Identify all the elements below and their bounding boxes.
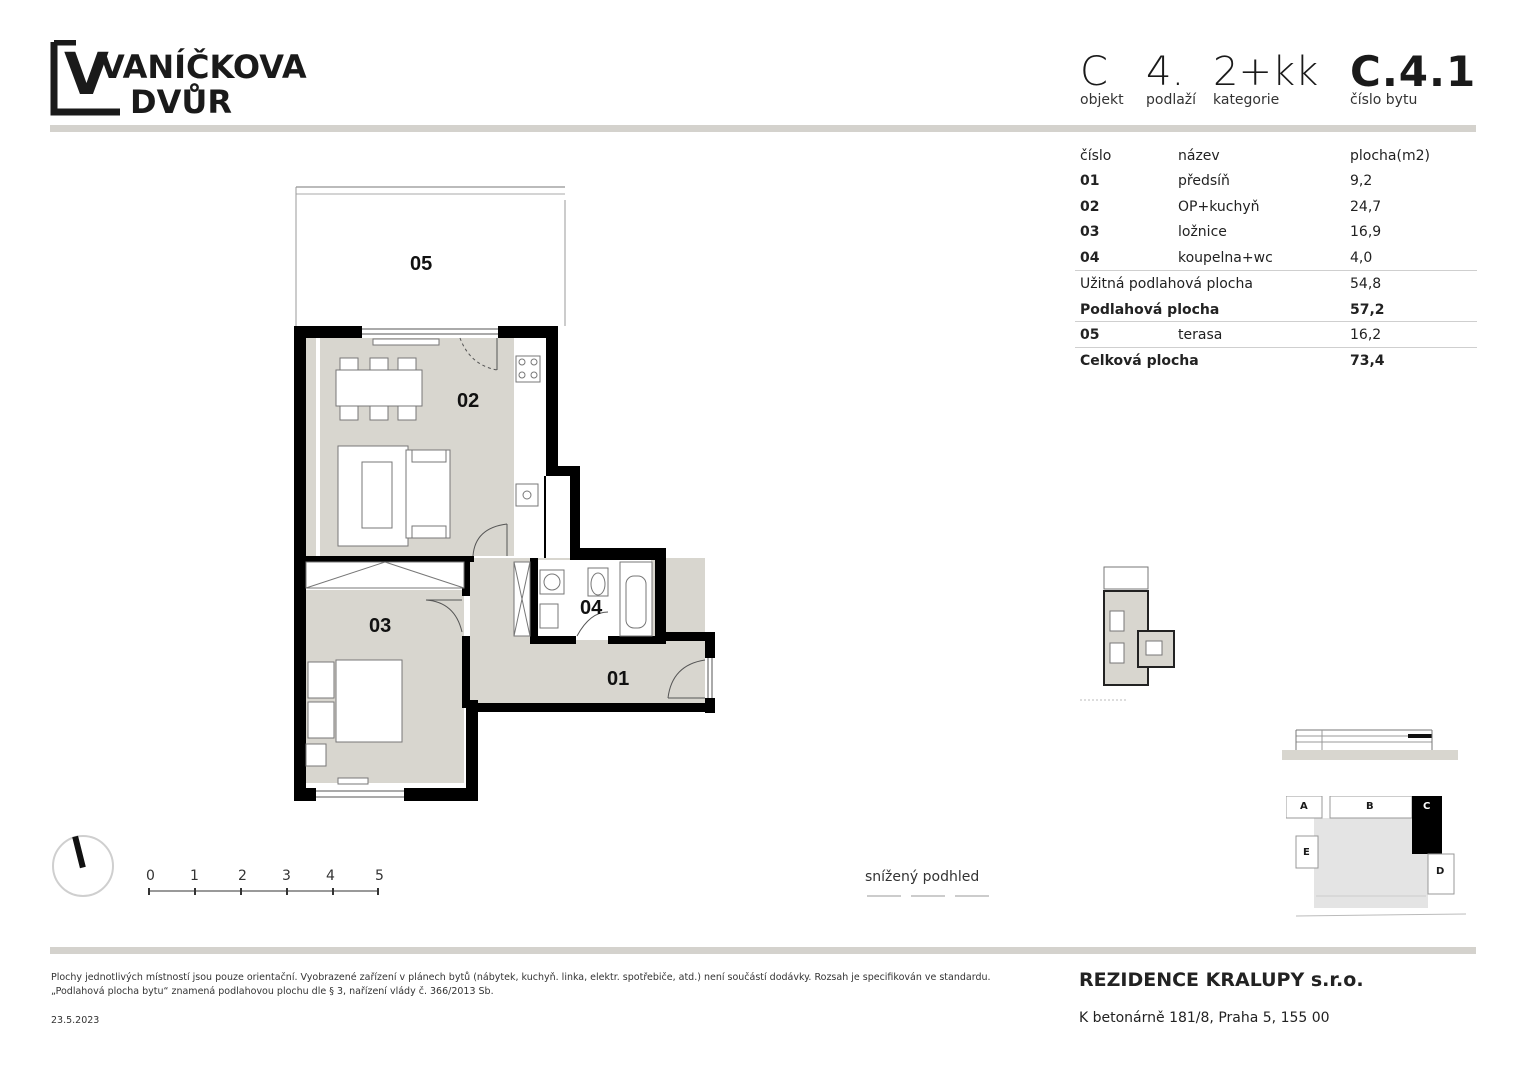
company-address: K betonárně 181/8, Praha 5, 155 00 [1079, 1010, 1330, 1026]
row-name: OP+kuchyň [1178, 199, 1260, 215]
header-kategorie [1213, 49, 1319, 108]
header-cislo-bytu [1350, 47, 1477, 108]
kategorie-value: 2+kk [1213, 49, 1319, 95]
scale-tick: 3 [282, 868, 291, 884]
header-cislo: číslo [1080, 148, 1112, 164]
table-row [1075, 219, 1477, 245]
scale-line [140, 886, 400, 896]
floor-plan [0, 0, 760, 860]
scale-tick: 5 [375, 868, 384, 884]
row-area: 24,7 [1350, 199, 1382, 215]
legend-label: snížený podhled [865, 869, 980, 885]
scale-tick: 2 [238, 868, 247, 884]
cislo-bytu-value: C.4.1 [1350, 47, 1477, 96]
terrace-num: 05 [1080, 327, 1100, 343]
row-num: 01 [1080, 173, 1100, 189]
row-num: 04 [1080, 250, 1100, 266]
usable-label: Užitná podlahová plocha [1080, 276, 1253, 292]
scale-tick: 4 [326, 868, 335, 884]
table-row [1075, 168, 1477, 194]
document-date: 23.5.2023 [51, 1015, 100, 1026]
table-header [1075, 143, 1477, 169]
row-num: 02 [1080, 199, 1100, 215]
total-label: Celková plocha [1080, 353, 1199, 369]
room-label-bathroom: 04 [580, 597, 603, 619]
total-row [1075, 348, 1477, 374]
room-label-bedroom: 03 [369, 615, 392, 637]
total-area: 73,4 [1350, 353, 1385, 369]
objekt-label: objekt [1080, 92, 1124, 108]
building-d-label: D [1436, 866, 1445, 877]
row-num: 03 [1080, 224, 1100, 240]
building-b-label: B [1366, 801, 1374, 812]
building-e-label: E [1303, 847, 1310, 858]
header-objekt [1080, 49, 1124, 108]
site-map-drawing [1286, 796, 1476, 928]
area-table [1075, 143, 1477, 383]
podlazi-label: podlaží [1146, 92, 1197, 108]
usable-area: 54,8 [1350, 276, 1382, 292]
bottom-divider [50, 947, 1476, 954]
table-row [1075, 194, 1477, 220]
floor-area-row [1075, 297, 1477, 323]
objekt-value: C [1080, 49, 1108, 95]
site-map [1286, 796, 1476, 928]
cislo-bytu-label: číslo bytu [1350, 92, 1418, 108]
company-name: REZIDENCE KRALUPY s.r.o. [1079, 969, 1364, 991]
header-podlazi [1146, 49, 1197, 108]
room-label-terrace: 05 [410, 253, 433, 275]
header-plocha: plocha(m2) [1350, 148, 1430, 164]
row-name: koupelna+wc [1178, 250, 1273, 266]
logo-line1: VANÍČKOVA [100, 48, 307, 86]
room-label-living: 02 [457, 390, 480, 412]
logo-letter: V [64, 40, 109, 108]
terrace-row [1075, 322, 1477, 348]
building-elevation [1282, 722, 1462, 762]
row-name: předsíň [1178, 173, 1230, 189]
building-c-label: C [1423, 801, 1431, 812]
table-row [1075, 245, 1477, 271]
building-a-label: A [1300, 801, 1308, 812]
floor-area: 57,2 [1350, 302, 1385, 318]
scale-bar [140, 868, 400, 898]
scale-tick: 1 [190, 868, 199, 884]
terrace-area: 16,2 [1350, 327, 1382, 343]
row-area: 16,9 [1350, 224, 1382, 240]
row-area: 4,0 [1350, 250, 1373, 266]
podlazi-value: 4. [1146, 49, 1185, 95]
legend-dash-line [865, 892, 995, 900]
room-label-hall: 01 [607, 668, 630, 690]
row-area: 9,2 [1350, 173, 1373, 189]
disclaimer-line2: „Podlahová plocha bytu“ znamená podlahovou plochu dle § 3, nařízení vlády č. 366/2013 Sb. [51, 986, 494, 997]
building-floor-key [1076, 563, 1186, 703]
header-nazev: název [1178, 148, 1220, 164]
floor-label: Podlahová plocha [1080, 302, 1220, 318]
usable-area-row [1075, 271, 1477, 297]
window-strip [316, 338, 320, 556]
disclaimer-line1: Plochy jednotlivých místností jsou pouze orientační. Vyobrazené zařízení v plánech bytů (nábytek, kuchyň. linka, elektr. spotřebiče, atd.) není součástí dodávky. Rozsah je specifikován ve standardu. [51, 972, 991, 983]
terrace-name: terasa [1178, 327, 1223, 343]
compass-icon [50, 833, 116, 899]
legend-lowered-ceiling [865, 869, 995, 904]
logo-line2: DVŮR [130, 83, 232, 121]
kategorie-label: kategorie [1213, 92, 1280, 108]
row-name: ložnice [1178, 224, 1227, 240]
scale-tick: 0 [146, 868, 155, 884]
